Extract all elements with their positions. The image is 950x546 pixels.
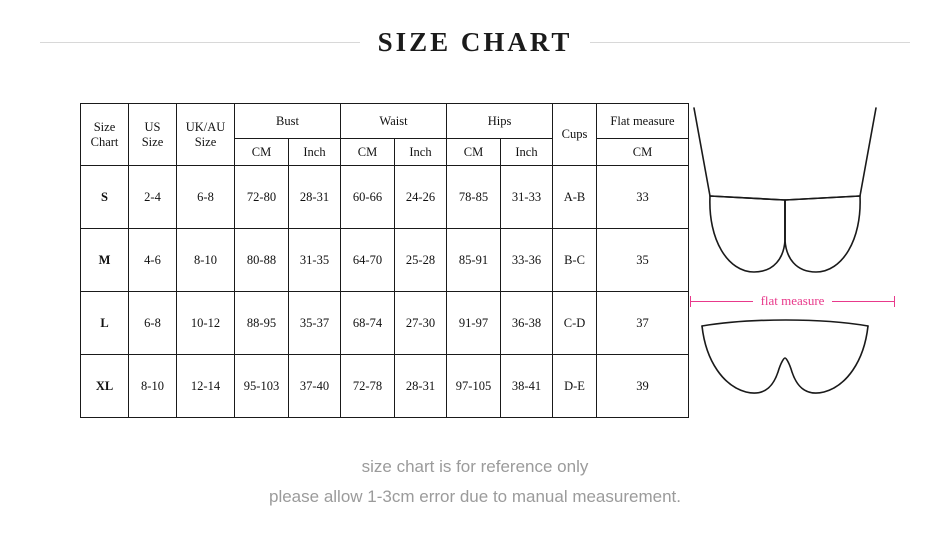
- header-ukau-size: [177, 104, 235, 166]
- cell-bust-cm: 88-95: [235, 292, 289, 355]
- header-hips-inch: Inch: [501, 139, 553, 166]
- header-ukau-size-line2: Size: [194, 134, 217, 149]
- cell-flat-measure: 39: [597, 355, 689, 418]
- cell-bust-cm: 72-80: [235, 166, 289, 229]
- cell-ukau-size: 10-12: [177, 292, 235, 355]
- header-size-chart-line1: Size: [93, 120, 116, 135]
- header-bust-cm: CM: [235, 139, 289, 166]
- header-hips: Hips: [447, 104, 553, 139]
- footer-notes: [0, 452, 950, 512]
- cell-bust-cm: 95-103: [235, 355, 289, 418]
- cell-waist-cm: 60-66: [341, 166, 395, 229]
- cell-us-size: 4-6: [129, 229, 177, 292]
- header-size-chart: [81, 104, 129, 166]
- header-waist: Waist: [341, 104, 447, 139]
- table-row: [81, 166, 689, 229]
- size-chart-table-wrap: [80, 103, 675, 418]
- header-hips-cm: CM: [447, 139, 501, 166]
- cell-size: M: [81, 229, 129, 292]
- cell-flat-measure: 37: [597, 292, 689, 355]
- lingerie-illustration: [680, 100, 910, 420]
- cell-cups: D-E: [553, 355, 597, 418]
- header-flat-measure: Flat measure: [597, 104, 689, 139]
- page-title-row: [0, 20, 950, 64]
- cell-hips-cm: 91-97: [447, 292, 501, 355]
- cell-waist-inch: 25-28: [395, 229, 447, 292]
- cell-hips-cm: 78-85: [447, 166, 501, 229]
- table-row: [81, 229, 689, 292]
- cell-hips-cm: 85-91: [447, 229, 501, 292]
- cell-waist-inch: 28-31: [395, 355, 447, 418]
- cell-flat-measure: 33: [597, 166, 689, 229]
- cell-bust-inch: 35-37: [289, 292, 341, 355]
- cell-size: XL: [81, 355, 129, 418]
- page-title: SIZE CHART: [377, 26, 573, 57]
- cell-hips-inch: 31-33: [501, 166, 553, 229]
- title-divider-left: [40, 42, 360, 43]
- header-us-size-line2: Size: [141, 134, 164, 149]
- cell-us-size: 8-10: [129, 355, 177, 418]
- header-bust-inch: Inch: [289, 139, 341, 166]
- flat-measure-label: flat measure: [760, 293, 825, 308]
- footer-note-line2: please allow 1-3cm error due to manual measurement.: [269, 487, 681, 506]
- illustration-svg: [680, 100, 910, 420]
- header-waist-cm: CM: [341, 139, 395, 166]
- header-flat-measure-cm: CM: [597, 139, 689, 166]
- flat-measure-indicator: [690, 290, 895, 312]
- flat-measure-line-left: [690, 301, 753, 302]
- footer-note-line1: size chart is for reference only: [361, 457, 589, 476]
- table-header-main-row: [81, 104, 689, 139]
- header-bust: Bust: [235, 104, 341, 139]
- cell-bust-inch: 37-40: [289, 355, 341, 418]
- cell-ukau-size: 12-14: [177, 355, 235, 418]
- cell-bust-cm: 80-88: [235, 229, 289, 292]
- header-us-size: [129, 104, 177, 166]
- cell-waist-cm: 68-74: [341, 292, 395, 355]
- cell-bust-inch: 31-35: [289, 229, 341, 292]
- cell-cups: B-C: [553, 229, 597, 292]
- table-body: [81, 166, 689, 418]
- cell-cups: A-B: [553, 166, 597, 229]
- header-cups: Cups: [553, 104, 597, 166]
- cell-us-size: 6-8: [129, 292, 177, 355]
- cell-flat-measure: 35: [597, 229, 689, 292]
- cell-hips-inch: 33-36: [501, 229, 553, 292]
- bra-icon: [694, 108, 876, 272]
- cell-size: S: [81, 166, 129, 229]
- panty-icon: [702, 320, 868, 393]
- cell-hips-inch: 36-38: [501, 292, 553, 355]
- cell-cups: C-D: [553, 292, 597, 355]
- cell-ukau-size: 8-10: [177, 229, 235, 292]
- cell-hips-cm: 97-105: [447, 355, 501, 418]
- header-waist-inch: Inch: [395, 139, 447, 166]
- cell-waist-cm: 72-78: [341, 355, 395, 418]
- cell-waist-cm: 64-70: [341, 229, 395, 292]
- size-chart-table: [80, 103, 689, 418]
- cell-waist-inch: 24-26: [395, 166, 447, 229]
- cell-waist-inch: 27-30: [395, 292, 447, 355]
- header-size-chart-line2: Chart: [90, 134, 119, 149]
- header-us-size-line1: US: [144, 119, 161, 134]
- table-row: [81, 355, 689, 418]
- cell-bust-inch: 28-31: [289, 166, 341, 229]
- cell-ukau-size: 6-8: [177, 166, 235, 229]
- table-row: [81, 292, 689, 355]
- cell-us-size: 2-4: [129, 166, 177, 229]
- cell-hips-inch: 38-41: [501, 355, 553, 418]
- title-divider-right: [590, 42, 910, 43]
- flat-measure-line-right: [832, 301, 895, 302]
- cell-size: L: [81, 292, 129, 355]
- header-ukau-size-line1: UK/AU: [185, 119, 226, 134]
